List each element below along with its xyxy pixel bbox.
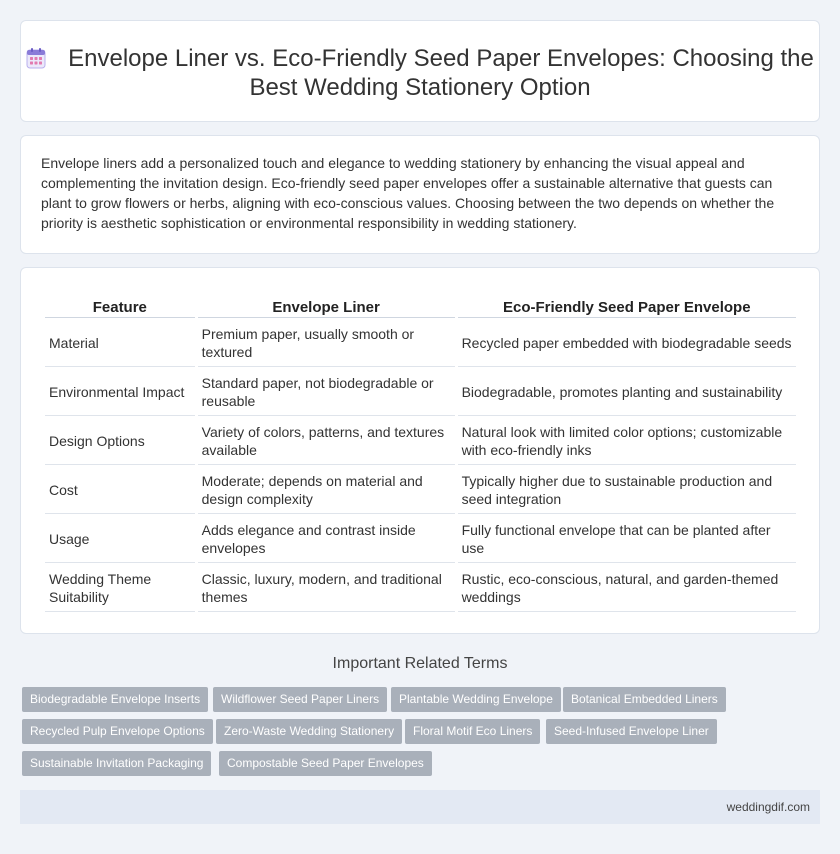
row-feature: Material: [45, 320, 195, 367]
intro-card: [20, 135, 820, 254]
table-row: [45, 565, 796, 612]
row-feature: Cost: [45, 467, 195, 514]
row-envelope-liner: Standard paper, not biodegradable or reusable: [198, 369, 455, 416]
row-seed-paper: Natural look with limited color options; customizable with eco-friendly inks: [458, 418, 796, 465]
table-row: [45, 369, 796, 416]
row-feature: Design Options: [45, 418, 195, 465]
related-term-tag[interactable]: Zero-Waste Wedding Stationery: [216, 719, 402, 744]
row-feature: Wedding Theme Suitability: [45, 565, 195, 612]
row-feature: Environmental Impact: [45, 369, 195, 416]
header-envelope-liner: Envelope Liner: [198, 294, 455, 318]
footer-site-link[interactable]: weddingdif.com: [726, 800, 810, 814]
row-seed-paper: Typically higher due to sustainable production and seed integration: [458, 467, 796, 514]
page-title: Envelope Liner vs. Eco-Friendly Seed Paper Envelopes: Choosing the Best Wedding Stationery Option: [68, 45, 814, 101]
related-term-tag[interactable]: Wildflower Seed Paper Liners: [213, 687, 387, 712]
header-feature: Feature: [45, 294, 195, 318]
table-row: [45, 467, 796, 514]
related-term-tag[interactable]: Compostable Seed Paper Envelopes: [219, 751, 432, 776]
table-row: [45, 418, 796, 465]
related-term-tag[interactable]: Seed-Infused Envelope Liner: [546, 719, 717, 744]
table-header-row: [45, 294, 796, 318]
calendar-icon: [26, 47, 46, 69]
related-term-tag[interactable]: Sustainable Invitation Packaging: [22, 751, 211, 776]
row-seed-paper: Recycled paper embedded with biodegradable seeds: [458, 320, 796, 367]
table-row: [45, 516, 796, 563]
page-title-wrap: [21, 44, 819, 102]
title-card: [20, 20, 820, 122]
related-term-tag[interactable]: Biodegradable Envelope Inserts: [22, 687, 208, 712]
comparison-table: [42, 292, 799, 614]
comparison-card: [20, 267, 820, 634]
related-term-tag[interactable]: Recycled Pulp Envelope Options: [22, 719, 213, 744]
row-envelope-liner: Adds elegance and contrast inside envelopes: [198, 516, 455, 563]
row-envelope-liner: Premium paper, usually smooth or textured: [198, 320, 455, 367]
header-seed-paper: Eco-Friendly Seed Paper Envelope: [458, 294, 796, 318]
row-envelope-liner: Variety of colors, patterns, and textures available: [198, 418, 455, 465]
related-term-tag[interactable]: Floral Motif Eco Liners: [405, 719, 540, 744]
row-feature: Usage: [45, 516, 195, 563]
intro-paragraph: Envelope liners add a personalized touch and elegance to wedding stationery by enhancing the visual appeal and complementing the invitation design. Eco-friendly seed paper envelopes offer a sustainable alternative that guests can plant to grow flowers or herbs, aligning with eco-conscious values. Choosing between the two depends on whether the priority is aesthetic sophistication or environmental responsibility in wedding stationery.: [41, 155, 775, 231]
row-seed-paper: Fully functional envelope that can be planted after use: [458, 516, 796, 563]
table-row: [45, 320, 796, 367]
related-term-tag[interactable]: Botanical Embedded Liners: [563, 687, 726, 712]
row-envelope-liner: Moderate; depends on material and design complexity: [198, 467, 455, 514]
footer: [20, 790, 820, 824]
related-term-tag[interactable]: Plantable Wedding Envelope: [391, 687, 561, 712]
row-seed-paper: Biodegradable, promotes planting and sustainability: [458, 369, 796, 416]
row-envelope-liner: Classic, luxury, modern, and traditional themes: [198, 565, 455, 612]
related-terms-heading: Important Related Terms: [332, 655, 508, 672]
row-seed-paper: Rustic, eco-conscious, natural, and garden-themed weddings: [458, 565, 796, 612]
